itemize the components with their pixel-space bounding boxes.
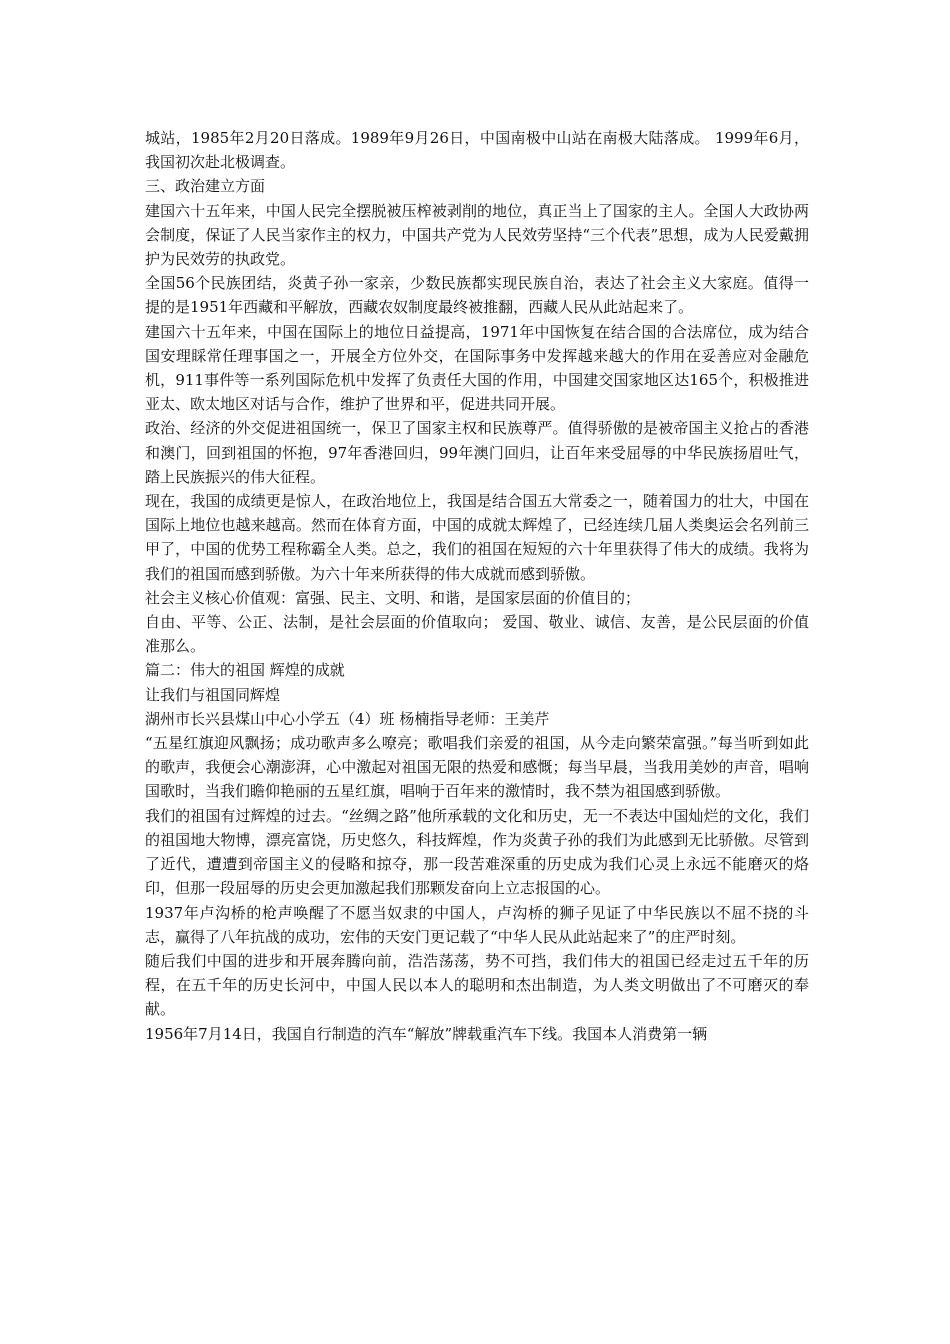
paragraph-national-anthem: “五星红旗迎风飘扬；成功歌声多么嘹亮；歌唱我们亲爱的祖国，从今走向繁荣富强。”每当听到如此的歌声，我便会心潮澎湃，心中激起对祖国无限的热爱和感慨；每当早晨，当我用美妙的声音，唱响国歌时，当我们瞻仰艳丽的五星红旗，唱响于百年来的激情时，我不禁为祖国感到骄傲。 <box>145 734 809 801</box>
section-heading-politics: 三、政治建立方面 <box>145 177 266 196</box>
essay-title: 让我们与祖国同辉煌 <box>145 685 281 704</box>
essay-author-line: 湖州市长兴县煤山中心小学五（4）班 杨楠指导老师：王美芹 <box>145 709 550 728</box>
paragraph-people-masters: 建国六十五年来，中国人民完全摆脱被压榨被剥削的地位，真正当上了国家的主人。全国人大政协两会制度，保证了人民当家作主的权力，中国共产党为人民效劳坚持“三个代表”思想，成为人民爱戴拥护为民效劳的执政党。 <box>145 201 809 269</box>
paragraph-core-values-social: 自由、平等、公正、法制，是社会层面的价值取向； 爱国、敬业、诚信、友善，是公民层面的价值准那么。 <box>145 613 809 656</box>
document-body <box>145 126 809 1046</box>
paragraph-glorious-past: 我们的祖国有过辉煌的过去。“丝绸之路”他所承载的文化和历史，无一不表达中国灿烂的文化，我们的祖国地大物博，漂亮富饶，历史悠久，科技辉煌，作为炎黄子孙的我们为此感到无比骄傲。尽管到了近代，遭遭到帝国主义的侵略和掠夺，那一段苦难深重的历史成为我们心灵上永远不能磨灭的烙印，但那一段屈辱的历史会更加激起我们那颗发奋向上立志报国的心。 <box>145 806 809 898</box>
section-heading-part-two: 篇二：伟大的祖国 辉煌的成就 <box>145 661 345 680</box>
paragraph-antarctic-stations: 城站，1985年2月20日落成。1989年9月26日，中国南极中山站在南极大陆落成。 1999年6月，我国初次赴北极调查。 <box>145 129 809 172</box>
paragraph-reunification: 政治、经济的外交促进祖国统一，保卫了国家主权和民族尊严。值得骄傲的是被帝国主义抢占的香港和澳门，回到祖国的怀抱，97年香港回归，99年澳门回归，让百年来受屈辱的中华民族扬眉吐气，踏上民族振兴的伟大征程。 <box>145 419 809 486</box>
paragraph-ethnic-unity: 全国56个民族团结，炎黄子孙一家亲，少数民族都实现民族自治，表达了社会主义大家庭。值得一提的是1951年西藏和平解放，西藏农奴制度最终被推翻，西藏人民从此站起来了。 <box>145 274 809 317</box>
paragraph-international-status: 建国六十五年来，中国在国际上的地位日益提高，1971年中国恢复在结合国的合法席位，成为结合国安理睬常任理事国之一，开展全方位外交，在国际事务中发挥越来越大的作用在妥善应对金融危机，911事件等一系列国际危机中发挥了负责任大国的作用，中国建交国家地区达165个，积极推进亚太、欧太地区对话与合作，维护了世界和平，促进共同开展。 <box>145 322 809 414</box>
paragraph-achievements: 现在，我国的成绩更是惊人，在政治地位上，我国是结合国五大常委之一，随着国力的壮大，中国在国际上地位也越来越高。然而在体育方面，中国的成就太辉煌了，已经连续几届人类奥运会名列前三甲了，中国的优势工程称霸全人类。总之，我们的祖国在短短的六十年里获得了伟大的成绩。我将为我们的祖国而感到骄傲。为六十年来所获得的伟大成就而感到骄傲。 <box>145 492 809 583</box>
paragraph-progress: 随后我们中国的进步和开展奔腾向前，浩浩荡荡，势不可挡，我们伟大的祖国已经走过五千年的历程，在五千年的历史长河中，中国人民以本人的聪明和杰出制造，为人类文明做出了不可磨灭的奉献。 <box>145 951 809 1019</box>
paragraph-lugou-bridge: 1937年卢沟桥的枪声唤醒了不愿当奴隶的中国人，卢沟桥的狮子见证了中华民族以不屈不挠的斗志，赢得了八年抗战的成功，宏伟的天安门更记载了“中华人民从此站起来了”的庄严时刻。 <box>145 903 809 946</box>
paragraph-core-values-national: 社会主义核心价值观：富强、民主、文明、和谐，是国家层面的价值目的； <box>145 588 641 607</box>
paragraph-jiefang-truck: 1956年7月14日，我国自行制造的汽车“解放”牌载重汽车下线。我国本人消费第一辆 <box>145 1024 708 1043</box>
